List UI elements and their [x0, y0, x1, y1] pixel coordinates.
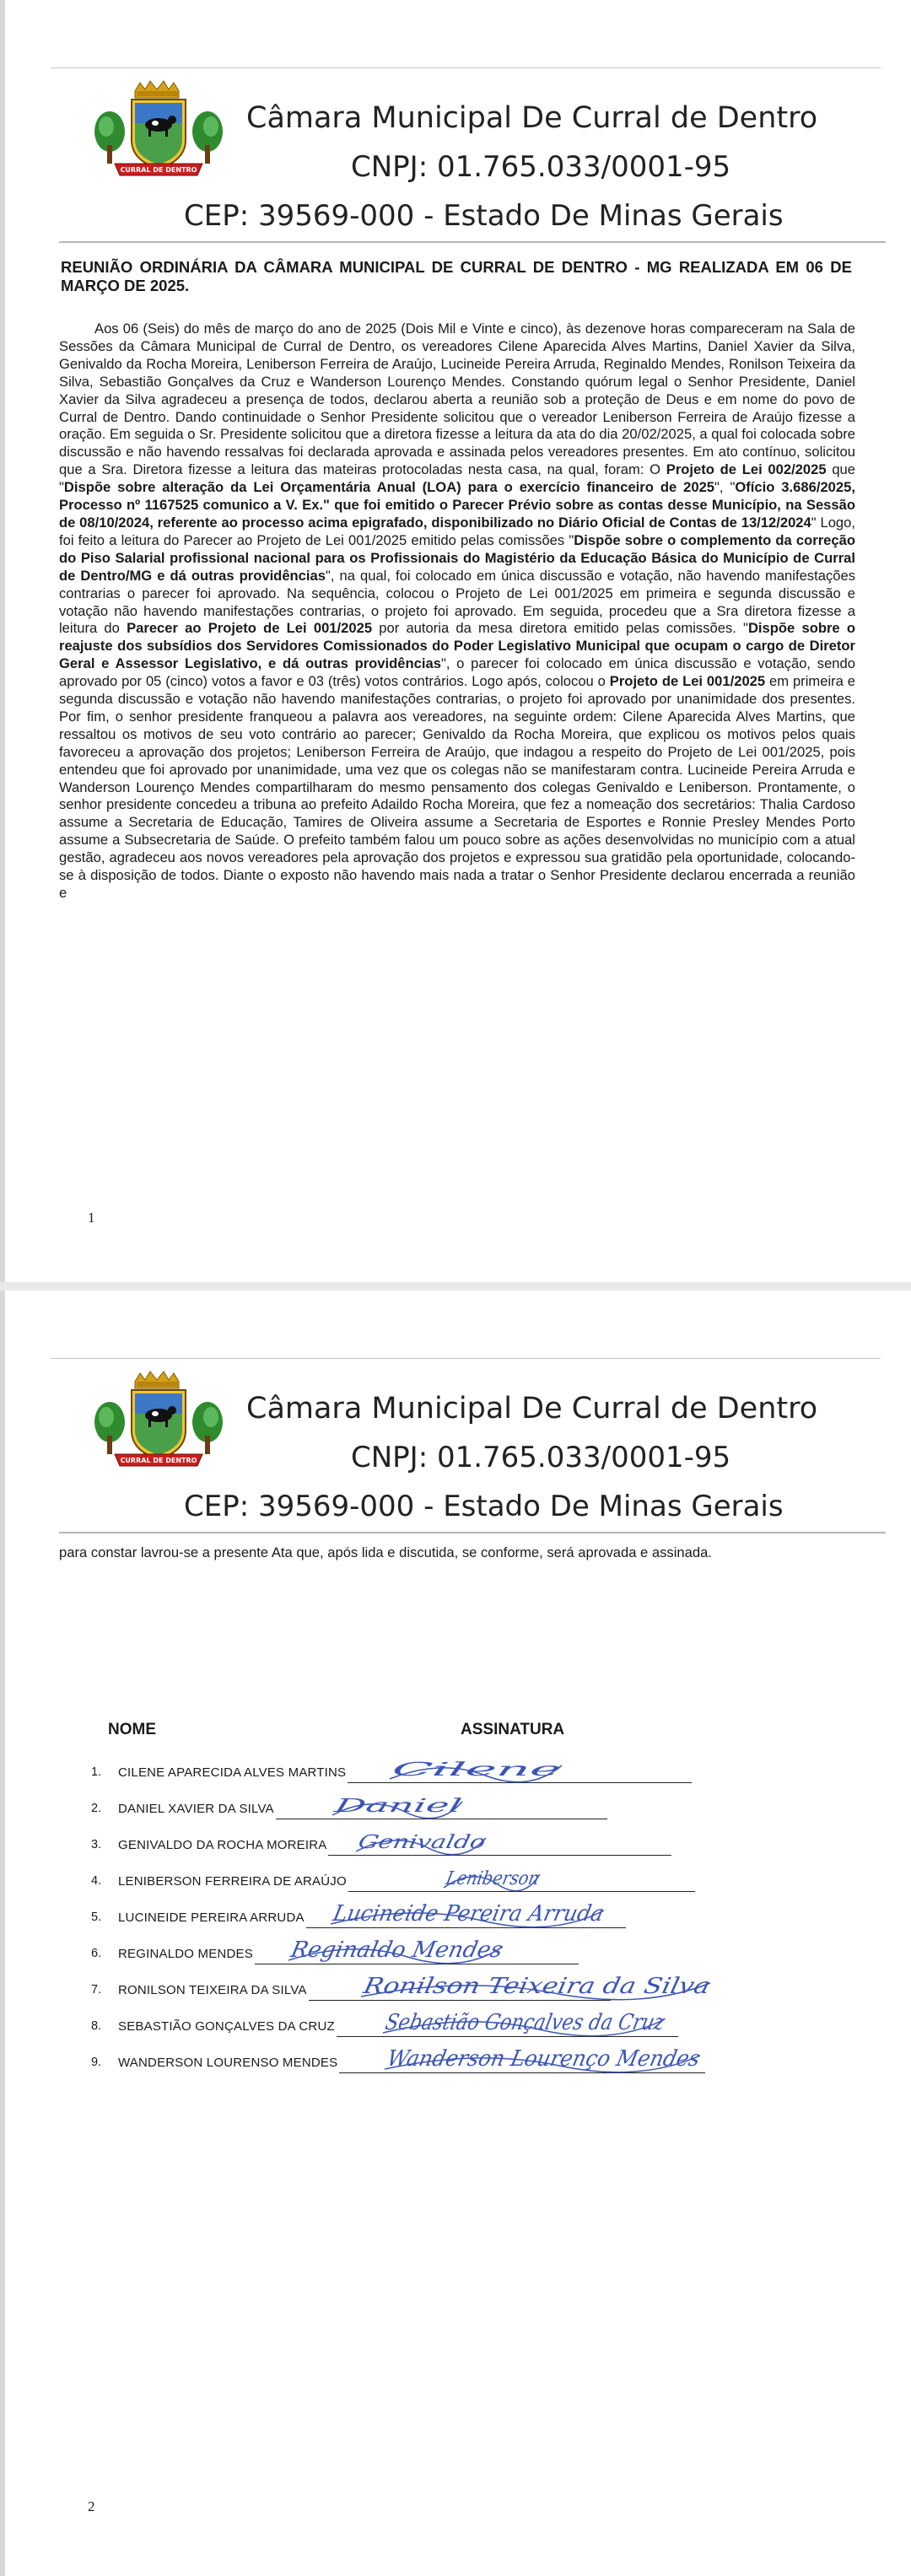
institution-name: Câmara Municipal De Curral de Dentro — [246, 101, 818, 135]
svg-text:Ronilson Teixeira da Silva: Ronilson Teixeira da Silva — [361, 1974, 655, 1999]
signatory-name: SEBASTIÃO GONÇALVES DA CRUZ — [118, 2019, 335, 2034]
logo-banner-text: CURRAL DE DENTRO — [120, 1457, 197, 1464]
handwritten-signature — [359, 1968, 714, 2003]
signatory-row — [0, 1830, 911, 1863]
signatory-number: 3. — [91, 1838, 102, 1851]
cnpj-number: CNPJ: 01.765.033/0001-95 — [351, 150, 731, 184]
svg-text:Genivaldo: Genivaldo — [356, 1831, 456, 1853]
signatory-name: WANDERSON LOURENSO MENDES — [118, 2056, 338, 2070]
bold-text-run: Dispõe sobre o reajuste dos subsídios dos Servidores Comissionados do Poder Legislativo Municipal que ocupam o cargo de Diretor Geral e Assessor Legislativo, e dá outras providências — [59, 620, 856, 672]
bold-text-run: Projeto de Lei 002/2025 — [666, 461, 827, 478]
handwritten-signature — [388, 1750, 565, 1786]
bold-text-run: Ofício 3.686/2025, Processo nº 1167525 comunico a V. Ex." que foi emitido o Parecer Prévio sobre as contas desse Município, na Sessão de 08/10/2024, referente ao processo acima epigrafado, disponibilizado no Diário Oficial de Contas de 13/12/2024 — [59, 479, 855, 531]
signatory-name: RONILSON TEIXEIRA DA SILVA — [118, 1983, 307, 1997]
svg-text:Lucineide Pereira Arruda: Lucineide Pereira Arruda — [331, 1901, 618, 1927]
bold-text-run: Projeto de Lei 001/2025 — [609, 673, 766, 690]
signatory-number: 2. — [91, 1802, 102, 1815]
signatory-number: 6. — [91, 1947, 102, 1960]
cep-state: CEP: 39569-000 - Estado De Minas Gerais — [184, 199, 784, 233]
signatory-row — [0, 1975, 911, 2008]
handwritten-signature — [381, 2004, 712, 2040]
signatory-number: 9. — [91, 2056, 102, 2069]
signatory-name: DANIEL XAVIER DA SILVA — [118, 1802, 274, 1816]
document-page-2 — [0, 1291, 911, 2576]
signatory-number: 1. — [91, 1765, 102, 1779]
bold-text-run: Parecer ao Projeto de Lei 001/2025 — [127, 620, 373, 637]
svg-text:Cilene: Cilene — [390, 1759, 455, 1781]
signatory-row — [0, 2011, 911, 2045]
minutes-closing-text: para constar lavrou-se a presente Ata que, após lida e discutida, se conforme, será aprovada e assinada. — [59, 1544, 712, 1560]
text-run: que " — [59, 461, 856, 496]
minutes-title: REUNIÃO ORDINÁRIA DA CÂMARA MUNICIPAL DE CURRAL DE DENTRO - MG REALIZADA EM 06 DE MARÇO DE 2025. — [61, 258, 852, 294]
signatory-number: 8. — [91, 2019, 102, 2033]
signatory-row — [0, 1938, 911, 1972]
bold-text-run: Dispõe sobre o complemento da correção do Piso Salarial profissional nacional para os Profissionais do Magistério da Educação Básica do Município de Curral de Dentro/MG e dá outras providências — [59, 531, 856, 584]
municipal-coat-of-arms-logo — [91, 1373, 226, 1474]
text-run: Aos 06 (Seis) do mês de março do ano de 2025 (Dois Mil e Vinte e cinco), às dezenove horas compareceram na Sala de Sessões da Câmara Municipal de Curral de Dentro, os vereadores Cilene Aparecida Alves Martins, Daniel Xavier da Silva, Genivaldo da Rocha Moreira, Leniberson Ferreira de Araújo, Lucineide Pereira Arruda, Reginaldo Mendes, Ronilson Teixeira da Silva, Sebastião Gonçalves da Cruz e Wanderson Lourenço Mendes. Constando quórum legal o Senhor Presidente, Daniel Xavier da Silva agradeceu a presença de todos, declarou aberta a reunião sob a proteção de Deus e em nome do povo de Curral de Dentro. Dando continuidade o Senhor Presidente solicitou que o vereador Leniberson Ferreira de Araújo fizesse a oração. Em seguida o Sr. Presidente solicitou que a diretora fizesse a leitura da ata do dia 20/02/2025, a qual foi colocada sobre discussão e não havendo ressalvas foi declarada aprovada e assinada pelos vereadores presentes. Em ato contínuo, solicitou que a Sra. Diretora fizesse a leitura das mateiras protocoladas nesta casa, na qual, foram: O — [59, 321, 855, 478]
signatory-number: 5. — [91, 1910, 102, 1924]
institution-name: Câmara Municipal De Curral de Dentro — [246, 1392, 818, 1425]
svg-text:Wanderson Lourenço Mendes: Wanderson Lourenço Mendes — [385, 2046, 721, 2072]
cep-state: CEP: 39569-000 - Estado De Minas Gerais — [184, 1490, 784, 1523]
signatory-name: LUCINEIDE PEREIRA ARRUDA — [118, 1910, 305, 1925]
name-column-header: NOME — [108, 1721, 156, 1738]
handwritten-signature — [329, 1895, 618, 1931]
handwritten-signature — [383, 2040, 721, 2076]
handwritten-signature — [287, 1932, 506, 1967]
page-separator — [0, 1282, 911, 1291]
text-run: ", na qual, foi colocado em única discussão e votação, não havendo manifestações contrarias o parecer foi aprovado. Na sequência, colocou o Projeto de Lei 001/2025 em primeira e segunda discussão e votação não havendo manifestações contrarias, o projeto foi aprovado. Em seguida, procedeu que a Sra diretora fizesse a leitura do — [59, 567, 855, 637]
svg-text:Reginaldo Mendes: Reginaldo Mendes — [288, 1937, 501, 1963]
signatory-number: 4. — [91, 1874, 102, 1888]
handwritten-signature — [442, 1859, 554, 1894]
svg-text:Daniel: Daniel — [332, 1795, 398, 1817]
text-run: ", " — [714, 479, 736, 496]
bold-text-run: Dispõe sobre alteração da Lei Orçamentária Anual (LOA) para o exercício financeiro de 2025 — [63, 479, 715, 496]
header-divider — [59, 1532, 886, 1533]
header-divider — [59, 241, 886, 243]
signatory-number: 7. — [91, 1983, 102, 1997]
signatory-name: GENIVALDO DA ROCHA MOREIRA — [118, 1838, 327, 1852]
signatory-row — [0, 1902, 911, 1936]
signatory-name: CILENE APARECIDA ALVES MARTINS — [118, 1765, 347, 1780]
letterhead — [0, 0, 911, 253]
page-number: 2 — [88, 2498, 95, 2514]
text-run: em primeira e segunda discussão e votação não havendo manifestações contrarias, o projeto foi aprovado por unanimidade dos presentes. Por fim, o senhor presidente franqueou a palavra aos vereadores, na seguinte ordem: Cilene Aparecida Alves Martins, que ressaltou os motivos de seu voto contrário ao parecer; Genivaldo da Rocha Moreira, que explicou os motivos pelos quais favoreceu a aprovação dos projetos; Leniberson Ferreira de Araújo, que indagou a respeito do Projeto de Lei 001/2025, pois entendeu que foi aprovado por unanimidade, uma vez que os colegas não se manifestaram contra. Lucineide Pereira Arruda e Wanderson Lourenço Mendes compartilharam do mesmo pensamento dos colegas Genivaldo e Leniberson. Prontamente, o senhor presidente concedeu a tribuna ao prefeito Adaildo Rocha Moreira, que fez a nomeação dos secretários: Thalia Cardoso assume a Secretaria de Educação, Tamires de Oliveira assume a Secretaria de Esportes e Ronnie Presley Mendes Porto assume a Subsecretaria de Saúde. O prefeito também falou um pouco sobre as ações desenvolvidas no município com a atual gestão, agradeceu aos novos vereadores pela aprovação dos projetos e expressou sua gratidão pela oportunidade, colocando-se à disposição de todos. Diante o exposto não havendo mais nada a tratar o Senhor Presidente declarou encerrada a reunião e — [59, 673, 855, 901]
signatory-name: REGINALDO MENDES — [118, 1947, 253, 1961]
signatory-row — [0, 1866, 911, 1900]
letterhead — [0, 1291, 911, 1544]
page-number: 1 — [88, 1210, 95, 1226]
header-top-rule — [51, 1358, 881, 1359]
signature-column-header: ASSINATURA — [461, 1721, 565, 1738]
minutes-paragraph — [59, 321, 855, 903]
cnpj-number: CNPJ: 01.765.033/0001-95 — [351, 1441, 731, 1474]
document-page-1 — [0, 0, 911, 1282]
text-run: por autoria da mesa diretora emitido pelas comissões. " — [372, 620, 748, 637]
svg-text:Leniberson: Leniberson — [444, 1867, 554, 1889]
logo-banner-text: CURRAL DE DENTRO — [120, 166, 197, 174]
signatory-row — [0, 2047, 911, 2081]
signatory-name: LENIBERSON FERREIRA DE ARAÚJO — [118, 1874, 347, 1889]
text-run: " Logo, foi feito a leitura do Parecer ao Projeto de Lei 001/2025 emitido pelas comissões " — [59, 514, 856, 548]
municipal-coat-of-arms-logo — [91, 83, 226, 184]
signatory-row — [0, 1757, 911, 1791]
minutes-body — [59, 321, 855, 903]
text-run: ", o parecer foi colocado em única discussão e votação, sendo aprovado por 05 (cinco) votos a favor e 03 (três) votos contrários. Logo após, colocou o — [59, 655, 855, 690]
svg-text:Sebastião Gonçalves da Cruz: Sebastião Gonçalves da Cruz — [383, 2010, 712, 2035]
signatory-row — [0, 1793, 911, 1827]
handwritten-signature — [354, 1823, 489, 1858]
handwritten-signature — [331, 1786, 466, 1822]
header-top-rule — [51, 67, 881, 68]
